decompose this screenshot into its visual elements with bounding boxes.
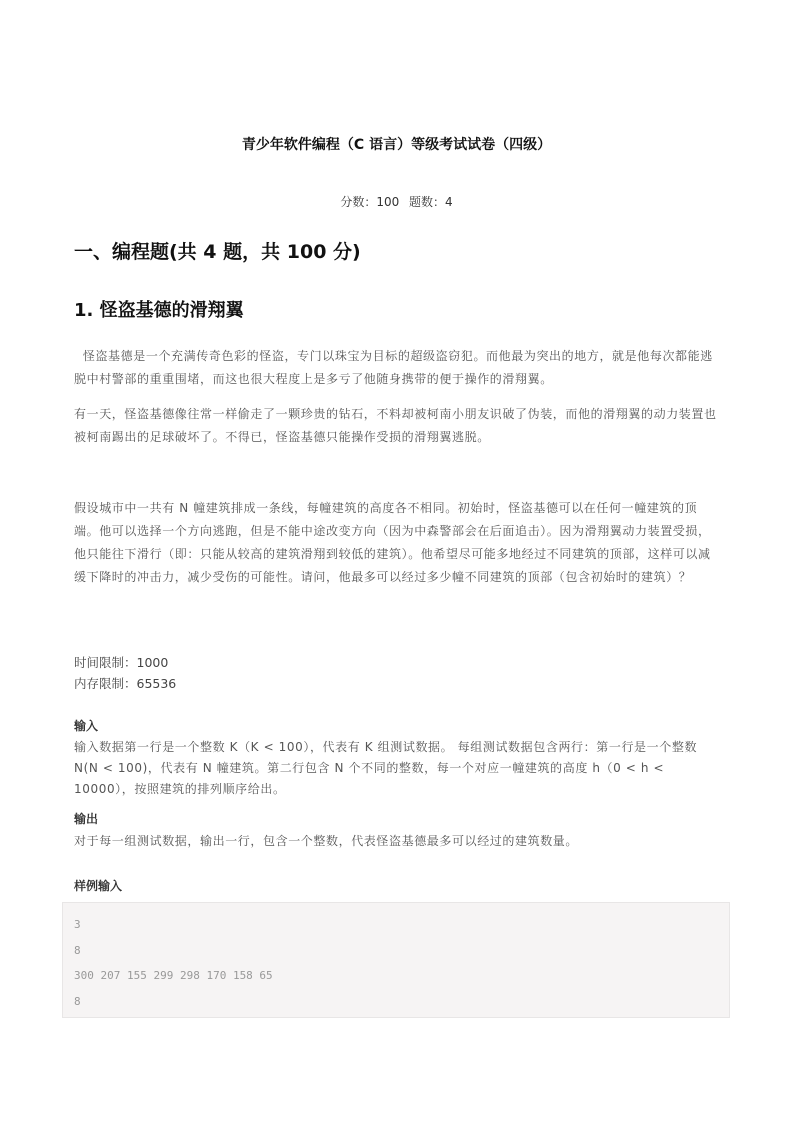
output-heading: 输出 xyxy=(74,812,99,826)
output-description: 对于每一组测试数据，输出一行，包含一个整数，代表怪盗基德最多可以经过的建筑数量。 xyxy=(74,834,579,848)
total-score: 分数：100 xyxy=(340,195,400,209)
problem-title: 1. 怪盗基德的滑翔翼 xyxy=(74,300,244,321)
sample-input-code-block xyxy=(62,902,730,1018)
code-line: 300 207 155 299 298 170 158 65 xyxy=(74,969,273,982)
input-description: 输入数据第一行是一个整数 K（K < 100），代表有 K 组测试数据。 每组测试数据包含两行：第一行是一个整数 N(N < 100)，代表有 N 幢建筑。第二行包含 N 个不同的整数，每一个对应一幢建筑的高度 h（0 < h < 10000），按照建筑的排列顺序给出。 xyxy=(74,740,698,796)
memory-limit: 内存限制：65536 xyxy=(74,676,177,691)
code-line: 3 xyxy=(74,918,81,931)
problem-paragraph-3: 假设城市中一共有 N 幢建筑排成一条线，每幢建筑的高度各不相同。初始时，怪盗基德可以在任何一幢建筑的顶端。他可以选择一个方向逃跑，但是不能中途改变方向（因为中森警部会在后面追击）。因为滑翔翼动力装置受损，他只能往下滑行（即：只能从较高的建筑滑翔到较低的建筑）。他希望尽可能多地经过不同建筑的顶部，这样可以减缓下降时的冲击力，减少受伤的可能性。请问，他最多可以经过多少幢不同建筑的顶部（包含初始时的建筑）？ xyxy=(74,501,711,584)
code-line: 8 xyxy=(74,994,81,1008)
code-line: 8 xyxy=(74,943,81,957)
document-title: 青少年软件编程（C 语言）等级考试试卷（四级） xyxy=(241,137,552,153)
problem-paragraph-2: 有一天，怪盗基德像往常一样偷走了一颗珍贵的钻石，不料却被柯南小朋友识破了伪装，而他的滑翔翼的动力装置也被柯南踢出的足球破坏了。不得已，怪盗基德只能操作受损的滑翔翼逃脱。 xyxy=(74,407,717,444)
problem-paragraph-1: 怪盗基德是一个充满传奇色彩的怪盗，专门以珠宝为目标的超级盗窃犯。而他最为突出的地方，就是他每次都能逃脱中村警部的重重围堵，而这也很大程度上是多亏了他随身携带的便于操作的滑翔翼。 xyxy=(74,349,713,386)
input-heading: 输入 xyxy=(74,719,99,733)
question-count: 题数：4 xyxy=(409,195,453,209)
time-limit: 时间限制：1000 xyxy=(74,655,169,670)
score-meta xyxy=(0,193,793,210)
section-title: 一、编程题(共 4 题，共 100 分) xyxy=(74,241,361,263)
limits-block xyxy=(74,652,176,694)
sample-input-heading: 样例输入 xyxy=(74,879,123,893)
